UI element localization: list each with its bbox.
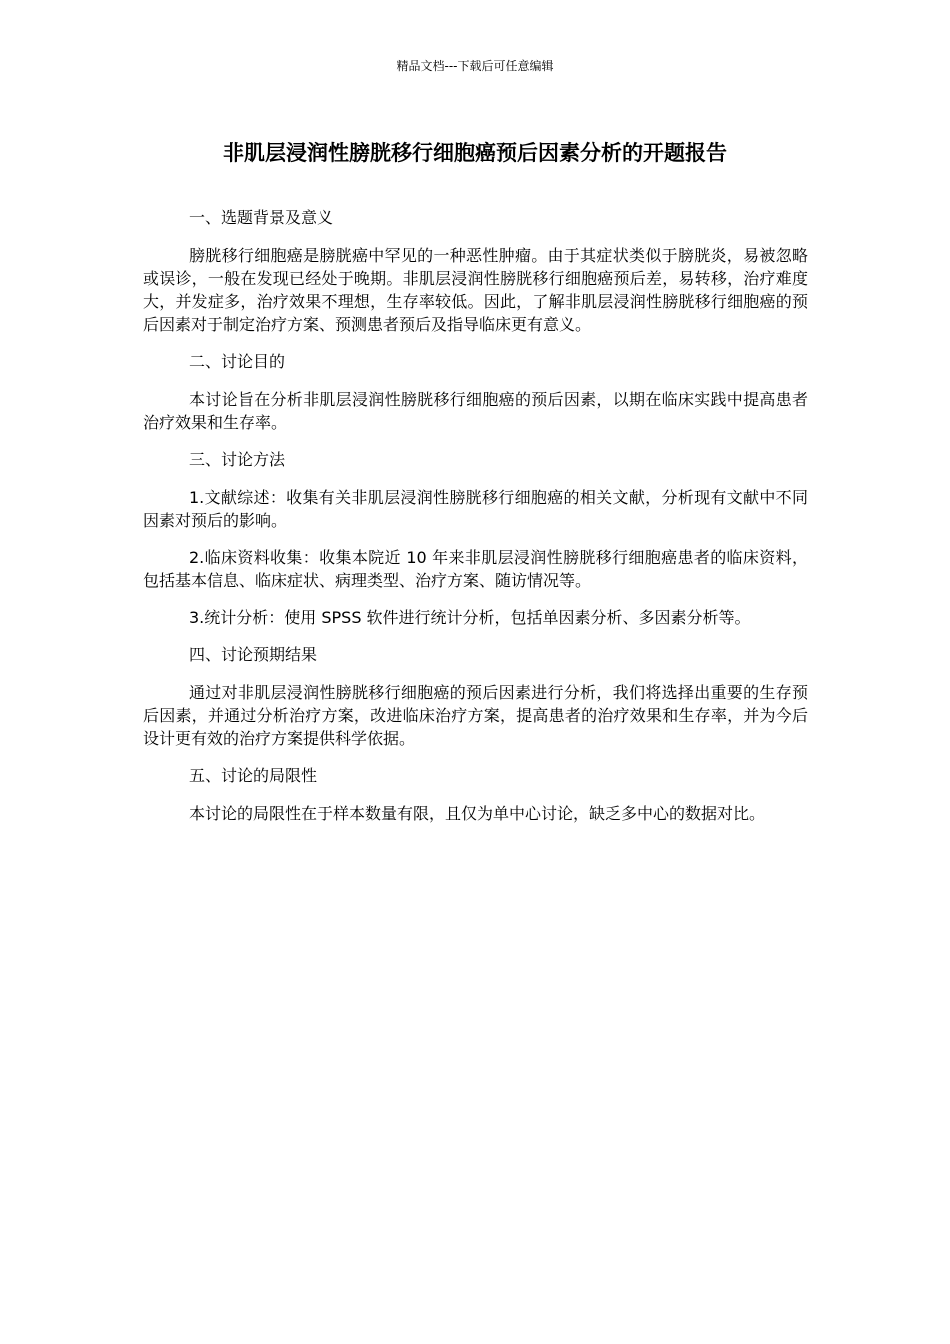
page-header: 精品文档---下载后可任意编辑 <box>396 59 554 73</box>
section-heading: 五、讨论的局限性 <box>189 766 318 785</box>
section-limitations <box>143 764 808 825</box>
section-expected-results <box>143 643 808 750</box>
section-methods <box>143 448 808 629</box>
section-purpose <box>143 350 808 434</box>
paragraph: 本讨论旨在分析非肌层浸润性膀胱移行细胞癌的预后因素，以期在临床实践中提高患者治疗效果和生存率。 <box>143 390 808 432</box>
document-title: 非肌层浸润性膀胱移行细胞癌预后因素分析的开题报告 <box>223 141 727 165</box>
paragraph: 本讨论的局限性在于样本数量有限，且仅为单中心讨论，缺乏多中心的数据对比。 <box>189 804 766 823</box>
paragraph: 3.统计分析：使用 SPSS 软件进行统计分析，包括单因素分析、多因素分析等。 <box>189 608 751 627</box>
section-heading: 四、讨论预期结果 <box>189 645 318 664</box>
section-background <box>143 206 808 336</box>
paragraph: 1.文献综述：收集有关非肌层浸润性膀胱移行细胞癌的相关文献，分析现有文献中不同因素对预后的影响。 <box>143 488 808 530</box>
section-heading: 一、选题背景及意义 <box>189 208 334 227</box>
paragraph: 膀胱移行细胞癌是膀胱癌中罕见的一种恶性肿瘤。由于其症状类似于膀胱炎，易被忽略或误诊，一般在发现已经处于晚期。非肌层浸润性膀胱移行细胞癌预后差，易转移，治疗难度大，并发症多，治疗效果不理想，生存率较低。因此，了解非肌层浸润性膀胱移行细胞癌的预后因素对于制定治疗方案、预测患者预后及指导临床更有意义。 <box>143 246 808 334</box>
document-body <box>143 206 808 839</box>
paragraph: 2.临床资料收集：收集本院近 10 年来非肌层浸润性膀胱移行细胞癌患者的临床资料，包括基本信息、临床症状、病理类型、治疗方案、随访情况等。 <box>143 548 808 590</box>
paragraph: 通过对非肌层浸润性膀胱移行细胞癌的预后因素进行分析，我们将选择出重要的生存预后因素，并通过分析治疗方案，改进临床治疗方案，提高患者的治疗效果和生存率，并为今后设计更有效的治疗方案提供科学依据。 <box>143 683 808 748</box>
section-heading: 三、讨论方法 <box>189 450 286 469</box>
section-heading: 二、讨论目的 <box>189 352 286 371</box>
